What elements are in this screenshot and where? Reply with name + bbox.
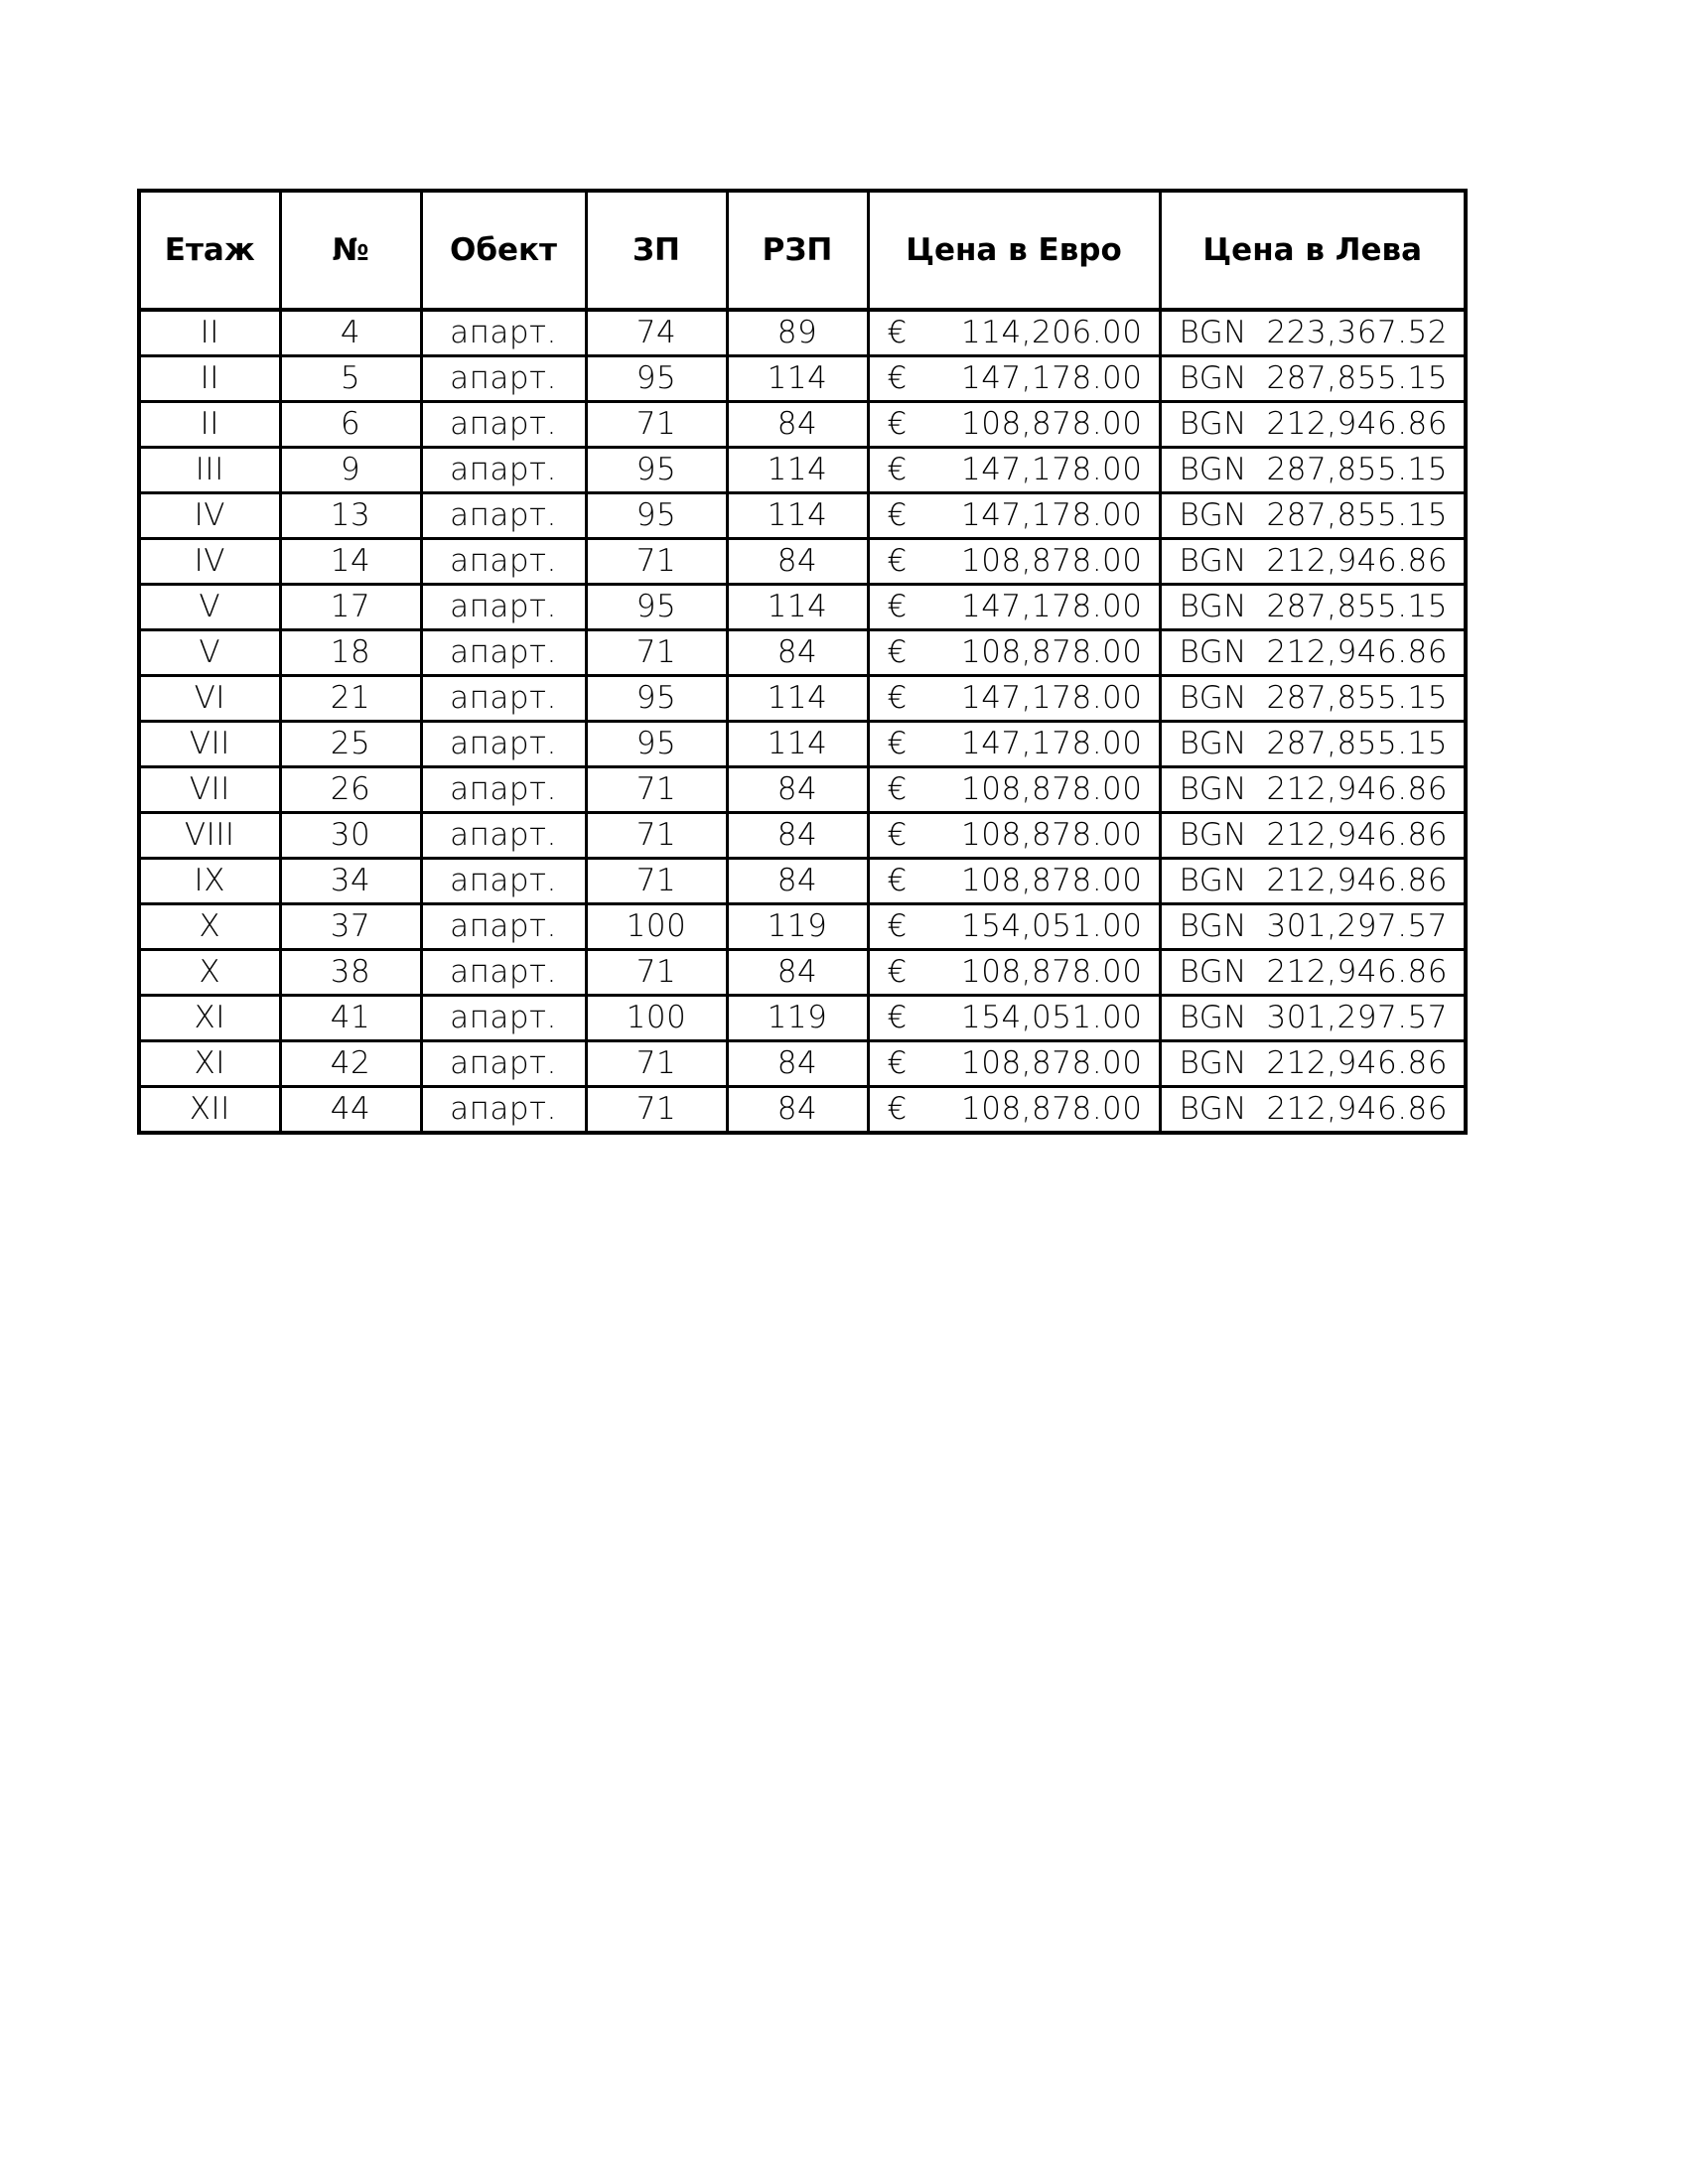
cell-price-bgn bbox=[1160, 630, 1466, 676]
currency-symbol: BGN bbox=[1179, 634, 1247, 670]
currency-amount: 108,878.00 bbox=[961, 1091, 1143, 1127]
cell-zp: 71 bbox=[586, 813, 727, 859]
cell-price-bgn-wrap bbox=[1162, 768, 1465, 811]
currency-amount: 147,178.00 bbox=[961, 589, 1143, 624]
currency-symbol: € bbox=[887, 680, 908, 716]
cell-price-eur-wrap bbox=[870, 997, 1159, 1039]
cell-rzp: 84 bbox=[727, 630, 868, 676]
cell-number: 9 bbox=[280, 448, 421, 493]
cell-zp: 71 bbox=[586, 630, 727, 676]
currency-symbol: € bbox=[887, 315, 908, 350]
table-row bbox=[139, 310, 1466, 356]
cell-zp: 100 bbox=[586, 904, 727, 950]
cell-zp: 95 bbox=[586, 356, 727, 402]
cell-price-bgn bbox=[1160, 1041, 1466, 1087]
cell-number: 38 bbox=[280, 950, 421, 996]
table-row bbox=[139, 996, 1466, 1041]
currency-symbol: € bbox=[887, 863, 908, 898]
cell-rzp: 114 bbox=[727, 585, 868, 630]
cell-floor: X bbox=[139, 904, 280, 950]
table-row bbox=[139, 630, 1466, 676]
cell-price-bgn bbox=[1160, 996, 1466, 1041]
cell-price-eur-wrap bbox=[870, 312, 1159, 354]
cell-number: 37 bbox=[280, 904, 421, 950]
cell-object: апарт. bbox=[421, 996, 586, 1041]
cell-rzp: 84 bbox=[727, 402, 868, 448]
cell-rzp: 119 bbox=[727, 904, 868, 950]
currency-symbol: € bbox=[887, 1091, 908, 1127]
currency-amount: 212,946.86 bbox=[1266, 863, 1448, 898]
currency-symbol: BGN bbox=[1179, 1000, 1247, 1035]
cell-price-eur-wrap bbox=[870, 677, 1159, 720]
header-price-bgn: Цена в Лева bbox=[1160, 191, 1466, 310]
currency-amount: 212,946.86 bbox=[1266, 634, 1448, 670]
header-number: № bbox=[280, 191, 421, 310]
cell-zp: 95 bbox=[586, 585, 727, 630]
cell-price-eur-wrap bbox=[870, 449, 1159, 491]
cell-object: апарт. bbox=[421, 767, 586, 813]
currency-symbol: € bbox=[887, 360, 908, 396]
cell-price-eur bbox=[868, 539, 1160, 585]
cell-rzp: 114 bbox=[727, 448, 868, 493]
currency-symbol: BGN bbox=[1179, 1045, 1247, 1081]
currency-amount: 301,297.57 bbox=[1266, 1000, 1448, 1035]
cell-floor: IV bbox=[139, 493, 280, 539]
cell-object: апарт. bbox=[421, 1087, 586, 1134]
currency-amount: 108,878.00 bbox=[961, 634, 1143, 670]
cell-price-eur bbox=[868, 676, 1160, 722]
currency-amount: 301,297.57 bbox=[1266, 908, 1448, 944]
cell-price-bgn bbox=[1160, 356, 1466, 402]
cell-number: 44 bbox=[280, 1087, 421, 1134]
cell-price-eur bbox=[868, 448, 1160, 493]
currency-symbol: BGN bbox=[1179, 863, 1247, 898]
cell-price-bgn-wrap bbox=[1162, 1042, 1465, 1085]
cell-price-eur-wrap bbox=[870, 586, 1159, 628]
cell-zp: 100 bbox=[586, 996, 727, 1041]
cell-price-eur bbox=[868, 996, 1160, 1041]
table-header bbox=[139, 191, 1466, 310]
currency-symbol: € bbox=[887, 543, 908, 579]
cell-price-bgn-wrap bbox=[1162, 494, 1465, 537]
cell-number: 25 bbox=[280, 722, 421, 767]
cell-price-eur-wrap bbox=[870, 951, 1159, 994]
cell-zp: 71 bbox=[586, 859, 727, 904]
table-row bbox=[139, 402, 1466, 448]
cell-price-eur-wrap bbox=[870, 905, 1159, 948]
cell-price-eur bbox=[868, 904, 1160, 950]
cell-floor: VI bbox=[139, 676, 280, 722]
cell-rzp: 84 bbox=[727, 539, 868, 585]
table-row bbox=[139, 676, 1466, 722]
currency-amount: 147,178.00 bbox=[961, 726, 1143, 761]
cell-floor: VII bbox=[139, 767, 280, 813]
cell-number: 5 bbox=[280, 356, 421, 402]
currency-symbol: BGN bbox=[1179, 589, 1247, 624]
cell-rzp: 114 bbox=[727, 722, 868, 767]
currency-symbol: € bbox=[887, 817, 908, 853]
cell-floor: III bbox=[139, 448, 280, 493]
cell-object: апарт. bbox=[421, 904, 586, 950]
cell-price-eur bbox=[868, 630, 1160, 676]
cell-price-bgn bbox=[1160, 539, 1466, 585]
table-row bbox=[139, 1041, 1466, 1087]
cell-price-eur bbox=[868, 813, 1160, 859]
cell-price-eur bbox=[868, 722, 1160, 767]
cell-price-bgn-wrap bbox=[1162, 540, 1465, 583]
cell-price-eur-wrap bbox=[870, 540, 1159, 583]
cell-number: 17 bbox=[280, 585, 421, 630]
cell-object: апарт. bbox=[421, 813, 586, 859]
currency-symbol: BGN bbox=[1179, 817, 1247, 853]
cell-price-eur bbox=[868, 402, 1160, 448]
currency-amount: 108,878.00 bbox=[961, 954, 1143, 990]
cell-object: апарт. bbox=[421, 859, 586, 904]
currency-symbol: BGN bbox=[1179, 1091, 1247, 1127]
currency-symbol: € bbox=[887, 771, 908, 807]
cell-object: апарт. bbox=[421, 356, 586, 402]
cell-price-bgn bbox=[1160, 859, 1466, 904]
cell-price-bgn bbox=[1160, 904, 1466, 950]
cell-price-eur bbox=[868, 1087, 1160, 1134]
cell-object: апарт. bbox=[421, 310, 586, 356]
cell-price-bgn-wrap bbox=[1162, 631, 1465, 674]
cell-zp: 95 bbox=[586, 448, 727, 493]
currency-symbol: € bbox=[887, 452, 908, 487]
cell-price-eur bbox=[868, 493, 1160, 539]
header-object: Обект bbox=[421, 191, 586, 310]
cell-floor: XI bbox=[139, 1041, 280, 1087]
cell-zp: 71 bbox=[586, 539, 727, 585]
cell-zp: 95 bbox=[586, 722, 727, 767]
currency-amount: 223,367.52 bbox=[1266, 315, 1448, 350]
cell-price-bgn bbox=[1160, 813, 1466, 859]
cell-object: апарт. bbox=[421, 585, 586, 630]
currency-symbol: BGN bbox=[1179, 771, 1247, 807]
cell-zp: 95 bbox=[586, 676, 727, 722]
cell-rzp: 84 bbox=[727, 859, 868, 904]
cell-rzp: 114 bbox=[727, 676, 868, 722]
currency-symbol: BGN bbox=[1179, 543, 1247, 579]
table-row bbox=[139, 904, 1466, 950]
cell-zp: 95 bbox=[586, 493, 727, 539]
cell-price-bgn-wrap bbox=[1162, 312, 1465, 354]
currency-amount: 212,946.86 bbox=[1266, 543, 1448, 579]
table-row bbox=[139, 813, 1466, 859]
cell-number: 13 bbox=[280, 493, 421, 539]
cell-object: апарт. bbox=[421, 722, 586, 767]
cell-rzp: 119 bbox=[727, 996, 868, 1041]
cell-floor: V bbox=[139, 630, 280, 676]
currency-amount: 147,178.00 bbox=[961, 497, 1143, 533]
cell-number: 4 bbox=[280, 310, 421, 356]
cell-price-bgn bbox=[1160, 448, 1466, 493]
table-row bbox=[139, 859, 1466, 904]
cell-price-eur bbox=[868, 585, 1160, 630]
cell-price-bgn bbox=[1160, 310, 1466, 356]
currency-symbol: BGN bbox=[1179, 315, 1247, 350]
cell-price-bgn-wrap bbox=[1162, 449, 1465, 491]
currency-amount: 212,946.86 bbox=[1266, 406, 1448, 442]
currency-symbol: BGN bbox=[1179, 452, 1247, 487]
header-row bbox=[139, 191, 1466, 310]
cell-rzp: 84 bbox=[727, 950, 868, 996]
currency-amount: 212,946.86 bbox=[1266, 771, 1448, 807]
cell-price-bgn bbox=[1160, 585, 1466, 630]
currency-amount: 287,855.15 bbox=[1266, 452, 1448, 487]
cell-price-eur bbox=[868, 950, 1160, 996]
table-row bbox=[139, 950, 1466, 996]
table-row bbox=[139, 356, 1466, 402]
currency-symbol: BGN bbox=[1179, 497, 1247, 533]
cell-object: апарт. bbox=[421, 493, 586, 539]
cell-floor: XI bbox=[139, 996, 280, 1041]
cell-number: 21 bbox=[280, 676, 421, 722]
cell-price-bgn-wrap bbox=[1162, 814, 1465, 857]
cell-price-bgn bbox=[1160, 402, 1466, 448]
cell-object: апарт. bbox=[421, 676, 586, 722]
currency-amount: 287,855.15 bbox=[1266, 497, 1448, 533]
currency-amount: 287,855.15 bbox=[1266, 726, 1448, 761]
currency-amount: 147,178.00 bbox=[961, 680, 1143, 716]
currency-amount: 147,178.00 bbox=[961, 360, 1143, 396]
currency-amount: 287,855.15 bbox=[1266, 360, 1448, 396]
currency-symbol: BGN bbox=[1179, 726, 1247, 761]
cell-price-eur bbox=[868, 1041, 1160, 1087]
currency-symbol: € bbox=[887, 1045, 908, 1081]
currency-symbol: BGN bbox=[1179, 406, 1247, 442]
currency-symbol: € bbox=[887, 1000, 908, 1035]
table-row bbox=[139, 539, 1466, 585]
table-row bbox=[139, 1087, 1466, 1134]
cell-object: апарт. bbox=[421, 630, 586, 676]
cell-price-eur bbox=[868, 310, 1160, 356]
cell-price-eur bbox=[868, 767, 1160, 813]
cell-rzp: 84 bbox=[727, 1087, 868, 1134]
cell-number: 30 bbox=[280, 813, 421, 859]
cell-zp: 71 bbox=[586, 950, 727, 996]
currency-symbol: BGN bbox=[1179, 680, 1247, 716]
cell-price-eur-wrap bbox=[870, 1042, 1159, 1085]
cell-price-eur-wrap bbox=[870, 403, 1159, 446]
currency-amount: 108,878.00 bbox=[961, 406, 1143, 442]
cell-floor: XII bbox=[139, 1087, 280, 1134]
cell-zp: 71 bbox=[586, 402, 727, 448]
currency-amount: 154,051.00 bbox=[961, 1000, 1143, 1035]
cell-price-bgn bbox=[1160, 722, 1466, 767]
cell-price-bgn bbox=[1160, 1087, 1466, 1134]
cell-price-bgn-wrap bbox=[1162, 860, 1465, 902]
currency-symbol: € bbox=[887, 406, 908, 442]
currency-symbol: € bbox=[887, 954, 908, 990]
table-row bbox=[139, 767, 1466, 813]
cell-price-bgn-wrap bbox=[1162, 677, 1465, 720]
currency-symbol: € bbox=[887, 497, 908, 533]
currency-amount: 108,878.00 bbox=[961, 1045, 1143, 1081]
cell-price-eur-wrap bbox=[870, 768, 1159, 811]
cell-price-bgn-wrap bbox=[1162, 357, 1465, 400]
table-row bbox=[139, 722, 1466, 767]
cell-floor: X bbox=[139, 950, 280, 996]
table-row bbox=[139, 585, 1466, 630]
cell-floor: V bbox=[139, 585, 280, 630]
cell-number: 34 bbox=[280, 859, 421, 904]
currency-symbol: BGN bbox=[1179, 360, 1247, 396]
cell-number: 26 bbox=[280, 767, 421, 813]
cell-price-eur-wrap bbox=[870, 631, 1159, 674]
cell-price-bgn bbox=[1160, 676, 1466, 722]
currency-amount: 212,946.86 bbox=[1266, 817, 1448, 853]
cell-rzp: 84 bbox=[727, 767, 868, 813]
cell-price-eur-wrap bbox=[870, 860, 1159, 902]
currency-amount: 108,878.00 bbox=[961, 543, 1143, 579]
cell-number: 42 bbox=[280, 1041, 421, 1087]
cell-zp: 71 bbox=[586, 1041, 727, 1087]
cell-object: апарт. bbox=[421, 402, 586, 448]
cell-object: апарт. bbox=[421, 539, 586, 585]
cell-price-bgn bbox=[1160, 493, 1466, 539]
header-price-eur: Цена в Евро bbox=[868, 191, 1160, 310]
cell-floor: IV bbox=[139, 539, 280, 585]
cell-object: апарт. bbox=[421, 448, 586, 493]
header-floor: Етаж bbox=[139, 191, 280, 310]
cell-object: апарт. bbox=[421, 950, 586, 996]
cell-zp: 71 bbox=[586, 1087, 727, 1134]
cell-zp: 71 bbox=[586, 767, 727, 813]
apartment-price-table bbox=[137, 189, 1468, 1135]
cell-price-bgn-wrap bbox=[1162, 1088, 1465, 1131]
cell-price-bgn-wrap bbox=[1162, 905, 1465, 948]
cell-price-eur bbox=[868, 859, 1160, 904]
currency-symbol: € bbox=[887, 589, 908, 624]
header-rzp: РЗП bbox=[727, 191, 868, 310]
cell-rzp: 114 bbox=[727, 493, 868, 539]
cell-price-bgn bbox=[1160, 950, 1466, 996]
currency-amount: 147,178.00 bbox=[961, 452, 1143, 487]
currency-amount: 108,878.00 bbox=[961, 771, 1143, 807]
cell-price-bgn-wrap bbox=[1162, 951, 1465, 994]
cell-price-eur-wrap bbox=[870, 814, 1159, 857]
currency-amount: 287,855.15 bbox=[1266, 680, 1448, 716]
cell-rzp: 84 bbox=[727, 1041, 868, 1087]
cell-rzp: 84 bbox=[727, 813, 868, 859]
currency-symbol: BGN bbox=[1179, 954, 1247, 990]
cell-price-eur-wrap bbox=[870, 357, 1159, 400]
currency-amount: 114,206.00 bbox=[961, 315, 1143, 350]
currency-symbol: € bbox=[887, 726, 908, 761]
cell-price-eur-wrap bbox=[870, 494, 1159, 537]
currency-amount: 287,855.15 bbox=[1266, 589, 1448, 624]
currency-symbol: € bbox=[887, 908, 908, 944]
cell-zp: 74 bbox=[586, 310, 727, 356]
cell-price-bgn bbox=[1160, 767, 1466, 813]
currency-amount: 108,878.00 bbox=[961, 863, 1143, 898]
table-body bbox=[139, 310, 1466, 1133]
currency-amount: 212,946.86 bbox=[1266, 1045, 1448, 1081]
currency-amount: 212,946.86 bbox=[1266, 954, 1448, 990]
cell-price-bgn-wrap bbox=[1162, 586, 1465, 628]
table-row bbox=[139, 493, 1466, 539]
header-zp: ЗП bbox=[586, 191, 727, 310]
table-row bbox=[139, 448, 1466, 493]
currency-amount: 212,946.86 bbox=[1266, 1091, 1448, 1127]
cell-floor: II bbox=[139, 356, 280, 402]
cell-floor: VIII bbox=[139, 813, 280, 859]
cell-number: 14 bbox=[280, 539, 421, 585]
cell-price-eur-wrap bbox=[870, 723, 1159, 765]
cell-number: 41 bbox=[280, 996, 421, 1041]
cell-floor: IX bbox=[139, 859, 280, 904]
cell-price-bgn-wrap bbox=[1162, 997, 1465, 1039]
currency-amount: 154,051.00 bbox=[961, 908, 1143, 944]
cell-floor: VII bbox=[139, 722, 280, 767]
cell-floor: II bbox=[139, 402, 280, 448]
currency-symbol: € bbox=[887, 634, 908, 670]
cell-price-eur-wrap bbox=[870, 1088, 1159, 1131]
cell-object: апарт. bbox=[421, 1041, 586, 1087]
cell-price-bgn-wrap bbox=[1162, 403, 1465, 446]
cell-floor: II bbox=[139, 310, 280, 356]
cell-price-eur bbox=[868, 356, 1160, 402]
cell-number: 18 bbox=[280, 630, 421, 676]
cell-rzp: 89 bbox=[727, 310, 868, 356]
cell-number: 6 bbox=[280, 402, 421, 448]
cell-rzp: 114 bbox=[727, 356, 868, 402]
currency-symbol: BGN bbox=[1179, 908, 1247, 944]
currency-amount: 108,878.00 bbox=[961, 817, 1143, 853]
cell-price-bgn-wrap bbox=[1162, 723, 1465, 765]
